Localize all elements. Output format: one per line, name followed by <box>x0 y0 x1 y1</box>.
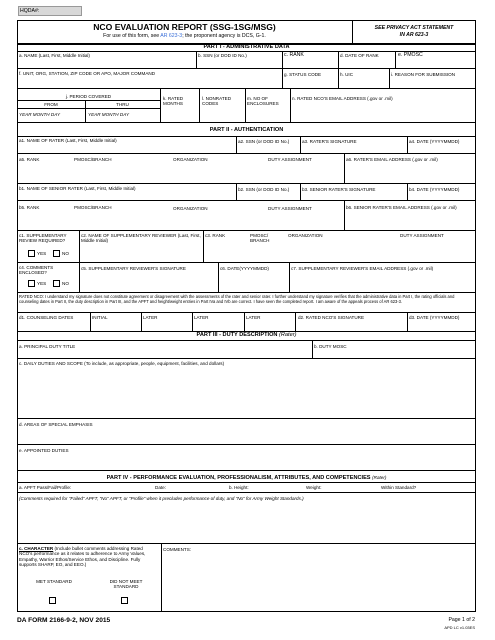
rated-nco-statement: RATED NCO: I understand my signature does not constitute agreement or disagreement with the assessments of the rater and senior rater. I further understand my signature verifies that the administrative data in Part I, the rating officials and counseling dates in Part II, the duty description in Part III, and the APFT and height/weight entries in Part IVa and IVb are correct. I have seen the completed report. I am aware of the appeals process of AR 623-3. <box>19 294 455 304</box>
field-1j-period: j. PERIOD COVERED <box>65 94 112 99</box>
c1-no-checkbox[interactable] <box>53 250 60 257</box>
field-b5-sr-rank[interactable]: b5. RANK <box>19 205 40 210</box>
field-c5-supp-signature[interactable]: c5. SUPPLEMENTARY REVIEWER'S SIGNATURE <box>81 266 186 271</box>
character-description: c. CHARACTER (Include bullet comments addressing Rated NCO's performance as it relates to adherence to Army Values, Empathy, Warrior Ethos/Service Ethos, and Discipline. Fully supports SHARP, EO, and EEO.) <box>19 546 146 568</box>
counseling-later-3[interactable]: LATER <box>246 315 261 320</box>
field-a3-rater-signature[interactable]: a3. RATER'S SIGNATURE <box>302 139 357 144</box>
field-c3-pmosc: PMOSC/ BRANCH <box>250 233 270 244</box>
field-1e-pmosc[interactable]: e. PMOSC <box>398 52 423 58</box>
counseling-initial[interactable]: INITIAL <box>92 315 108 320</box>
field-c3-duty: DUTY ASSIGNMENT <box>400 233 444 238</box>
c4-no-label: NO <box>62 281 69 286</box>
version-label: APD LC v1.03ES <box>444 625 475 630</box>
field-3c-daily-duties[interactable]: c. DAILY DUTIES AND SCOPE (To include, as appropriate, people, equipment, facilities, and dollars) <box>19 361 225 366</box>
field-d1-counseling: d1. COUNSELING DATES <box>19 315 74 320</box>
field-1a-name[interactable]: a. NAME (Last, First, Middle Initial) <box>19 53 90 58</box>
apft-comments-note[interactable]: (Comments required for "Failed" APFT, "No" APFT, or "Profile" when it precludes performance of duty, and "No" for Army Weight Standards.) <box>19 496 304 501</box>
within-standard-label[interactable]: Within Standard? <box>381 485 417 490</box>
field-d3-rated-date[interactable]: d3. DATE (YYYYMMDD) <box>409 315 460 320</box>
field-c1-supp-review: c1. SUPPLEMENTARY REVIEW REQUIRED? <box>19 233 67 244</box>
from-date-field[interactable]: YEAR MONTH DAY <box>19 112 61 117</box>
part2-title: PART II - AUTHENTICATION <box>209 127 284 133</box>
field-b4-sr-date[interactable]: b4. DATE (YYYYMMDD) <box>409 187 460 192</box>
field-3e-appointed-duties[interactable]: e. APPOINTED DUTIES <box>19 448 69 453</box>
privacy-line-2: IN AR 623-3 <box>399 32 429 38</box>
page-number: Page 1 of 2 <box>448 617 475 623</box>
field-1f-unit[interactable]: f. UNIT, ORG, STATION, ZIP CODE OR APO, MAJOR COMMAND <box>19 71 156 76</box>
c1-no-label: NO <box>62 251 69 256</box>
field-1i-reason[interactable]: i. REASON FOR SUBMISSION <box>391 72 456 77</box>
field-1c-rank[interactable]: c. RANK <box>284 52 304 58</box>
field-a5-org: ORGANIZATION <box>173 157 208 162</box>
part1-title: PART I - ADMINISTRATIVE DATA <box>203 44 290 50</box>
c4-no-checkbox[interactable] <box>53 280 60 287</box>
field-3b-duty-mosc[interactable]: b. DUTY MOSC <box>314 344 347 349</box>
apft-date-label[interactable]: Date: <box>155 485 166 490</box>
field-a1-rater-name[interactable]: a1. NAME OF RATER (Last, First, Middle Initial) <box>19 138 117 143</box>
field-c4-comments-enclosed: c4. COMMENTS ENCLOSED? <box>19 265 54 276</box>
c1-yes-checkbox[interactable] <box>28 250 35 257</box>
field-3a-duty-title[interactable]: a. PRINCIPAL DUTY TITLE <box>19 344 76 349</box>
counseling-later-2[interactable]: LATER <box>194 315 209 320</box>
field-b5-org: ORGANIZATION <box>173 206 208 211</box>
met-standard-label: MET STANDARD <box>36 579 72 584</box>
thru-date-field[interactable]: YEAR MONTH DAY <box>88 112 130 117</box>
field-b5-duty: DUTY ASSIGNMENT <box>268 206 312 211</box>
weight-label[interactable]: Weight: <box>306 485 322 490</box>
from-label: FROM <box>44 102 58 107</box>
field-a5-pmosc: PMOSC/BRANCH <box>74 157 112 162</box>
field-a4-rater-date[interactable]: a4. DATE (YYYYMMDD) <box>409 139 460 144</box>
field-c6-supp-date[interactable]: c6. DATE(YYYYMMDD) <box>220 266 269 271</box>
field-1h-uic[interactable]: h. UIC <box>340 72 354 77</box>
field-1d-date-of-rank[interactable]: d. DATE OF RANK <box>340 53 379 58</box>
counseling-later-1[interactable]: LATER <box>143 315 158 320</box>
use-statement: For use of this form, see AR 623-3; the proponent agency is DCS, G-1. <box>103 33 266 39</box>
form-title: NCO EVALUATION REPORT (SSG-1SG/MSG) <box>93 22 276 32</box>
field-b1-sr-name[interactable]: b1. NAME OF SENIOR RATER (Last, First, Middle Initial) <box>19 186 136 191</box>
field-b5-pmosc: PMOSC/BRANCH <box>74 205 112 210</box>
field-3d-special-emphasis[interactable]: d. AREAS OF SPECIAL EMPHASIS <box>19 422 93 427</box>
field-c7-supp-email[interactable]: c7. SUPPLEMENTARY REVIEWER'S EMAIL ADDRESS (.gov or .mil) <box>291 266 434 271</box>
not-met-standard-label: DID NOT MEET STANDARD <box>109 579 143 590</box>
field-c3-supp-rank[interactable]: c3. RANK <box>205 233 226 238</box>
part4-title: PART IV - PERFORMANCE EVALUATION, PROFESSIONALISM, ATTRIBUTES, AND COMPETENCIES (Rater) <box>106 475 387 481</box>
character-comments[interactable]: COMMENTS: <box>163 547 192 552</box>
field-1n-email[interactable]: n. RATED NCO'S EMAIL ADDRESS (.gov or .mil) <box>292 96 393 101</box>
field-1b-ssn[interactable]: b. SSN (or DOD ID No.) <box>198 53 247 58</box>
field-1g-status[interactable]: g. STATUS CODE <box>284 72 322 77</box>
field-c3-org: ORGANIZATION <box>288 233 323 238</box>
not-met-standard-checkbox[interactable] <box>121 597 128 604</box>
c4-yes-label: YES <box>37 281 47 286</box>
field-d2-rated-signature[interactable]: d2. RATED NCO'S SIGNATURE <box>298 315 365 320</box>
field-1l-nonrated-codes[interactable]: l. NONRATED CODES <box>202 96 232 107</box>
thru-label: THRU <box>116 102 129 107</box>
field-a5-rater-rank[interactable]: a5. RANK <box>19 157 40 162</box>
field-1m-enclosures[interactable]: m. NO OF ENCLOSURES <box>247 96 279 107</box>
form-id: DA FORM 2166-9-2, NOV 2015 <box>17 617 111 624</box>
privacy-line-1: SEE PRIVACY ACT STATEMENT <box>374 25 454 31</box>
c4-yes-checkbox[interactable] <box>28 280 35 287</box>
height-label[interactable]: b. Height: <box>229 485 249 490</box>
field-c2-supp-name[interactable]: c2. NAME OF SUPPLEMENTARY REVIEWER (Last, First, Middle Initial) <box>81 233 201 244</box>
ar-link[interactable]: AR 623-3 <box>160 33 183 39</box>
field-b2-sr-ssn[interactable]: b2. SSN (or DOD ID No.) <box>238 187 290 192</box>
field-1k-rated-months[interactable]: k. RATED MONTHS <box>163 96 184 107</box>
c1-yes-label: YES <box>37 251 47 256</box>
field-a2-rater-ssn[interactable]: a2. SSN (or DOD ID No.) <box>238 139 290 144</box>
met-standard-checkbox[interactable] <box>49 597 56 604</box>
part3-title: PART III - DUTY DESCRIPTION (Rater) <box>196 332 297 338</box>
field-b6-sr-email[interactable]: b6. SENIOR RATER'S EMAIL ADDRESS (.gov or .mil) <box>346 205 457 210</box>
field-a5-duty: DUTY ASSIGNMENT <box>268 157 312 162</box>
field-a6-rater-email[interactable]: a6. RATER'S EMAIL ADDRESS (.gov or .mil) <box>346 157 438 162</box>
field-b3-sr-signature[interactable]: b3. SENIOR RATER'S SIGNATURE <box>302 187 376 192</box>
hqda-label: HQDA#: <box>20 8 40 14</box>
apft-label[interactable]: a. APFT Pass/Fail/Profile: <box>19 485 72 490</box>
